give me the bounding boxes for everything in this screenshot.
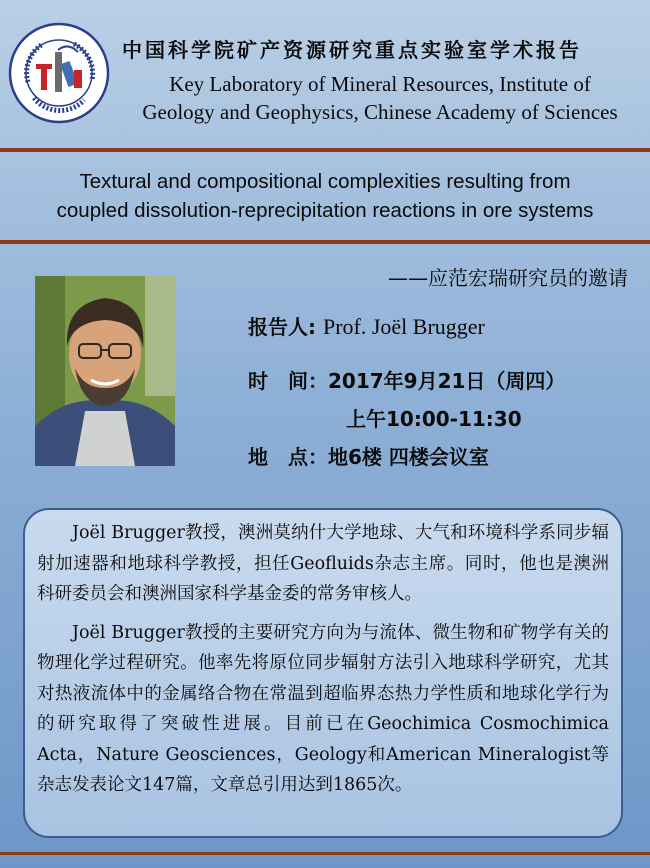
lab-name-line1: Key Laboratory of Mineral Resources, Institute of [169, 72, 591, 96]
place-line [248, 441, 489, 470]
place-label: 地 点： [248, 445, 328, 469]
talk-title [0, 167, 650, 225]
time-range: 上午10:00-11:30 [346, 407, 522, 431]
lab-name-line2: Geology and Geophysics, Chinese Academy of Sciences [142, 100, 618, 124]
time-range-line [346, 403, 522, 432]
bio-paragraph-2: Joël Brugger教授的主要研究方向为与流体、微生物和矿物学有关的物理化学过程研究。他率先将原位同步辐射方法引入地球科学研究，尤其对热液流体中的金属络合物在常温到超临界态热力学性质和地球化学行为的研究取得了突破性进展。目前已在Geochimica Cosmochimica Acta，Nature Geosciences，Geology和American Mineralogist等杂志发表论文147篇，文章总引用达到1865次。 [37, 622, 609, 795]
time-label: 时 间： [248, 369, 328, 393]
speaker-portrait-illustration [35, 276, 175, 466]
time-date: 2017年9月21日（周四） [328, 369, 566, 393]
institute-logo [8, 22, 110, 124]
time-line [248, 365, 565, 394]
talk-title-line1: Textural and compositional complexities resulting from [79, 170, 571, 193]
speaker-name: Prof. Joël Brugger [322, 314, 485, 339]
bio-paragraph-1: Joël Brugger教授，澳洲莫纳什大学地球、大气和环境科学系同步辐射加速器和地球科学教授，担任Geofluids杂志主席。同时，他也是澳洲科研委员会和澳洲国家科学基金委的常务审核人。 [37, 523, 609, 604]
divider-top [0, 148, 650, 152]
header-english-lab-name [112, 70, 648, 126]
divider-middle [0, 240, 650, 244]
speaker-line [248, 311, 485, 340]
speaker-bio-box [23, 508, 623, 838]
header-chinese-title: 中国科学院矿产资源研究重点实验室学术报告 [122, 38, 582, 62]
divider-bottom [0, 852, 650, 855]
speaker-label: 报告人: [248, 315, 323, 339]
speaker-photo [35, 276, 175, 466]
invitation-line: ——应范宏瑞研究员的邀请 [388, 266, 628, 290]
place-value: 地6楼 四楼会议室 [328, 445, 489, 469]
talk-title-line2: coupled dissolution-reprecipitation reactions in ore systems [56, 199, 594, 222]
